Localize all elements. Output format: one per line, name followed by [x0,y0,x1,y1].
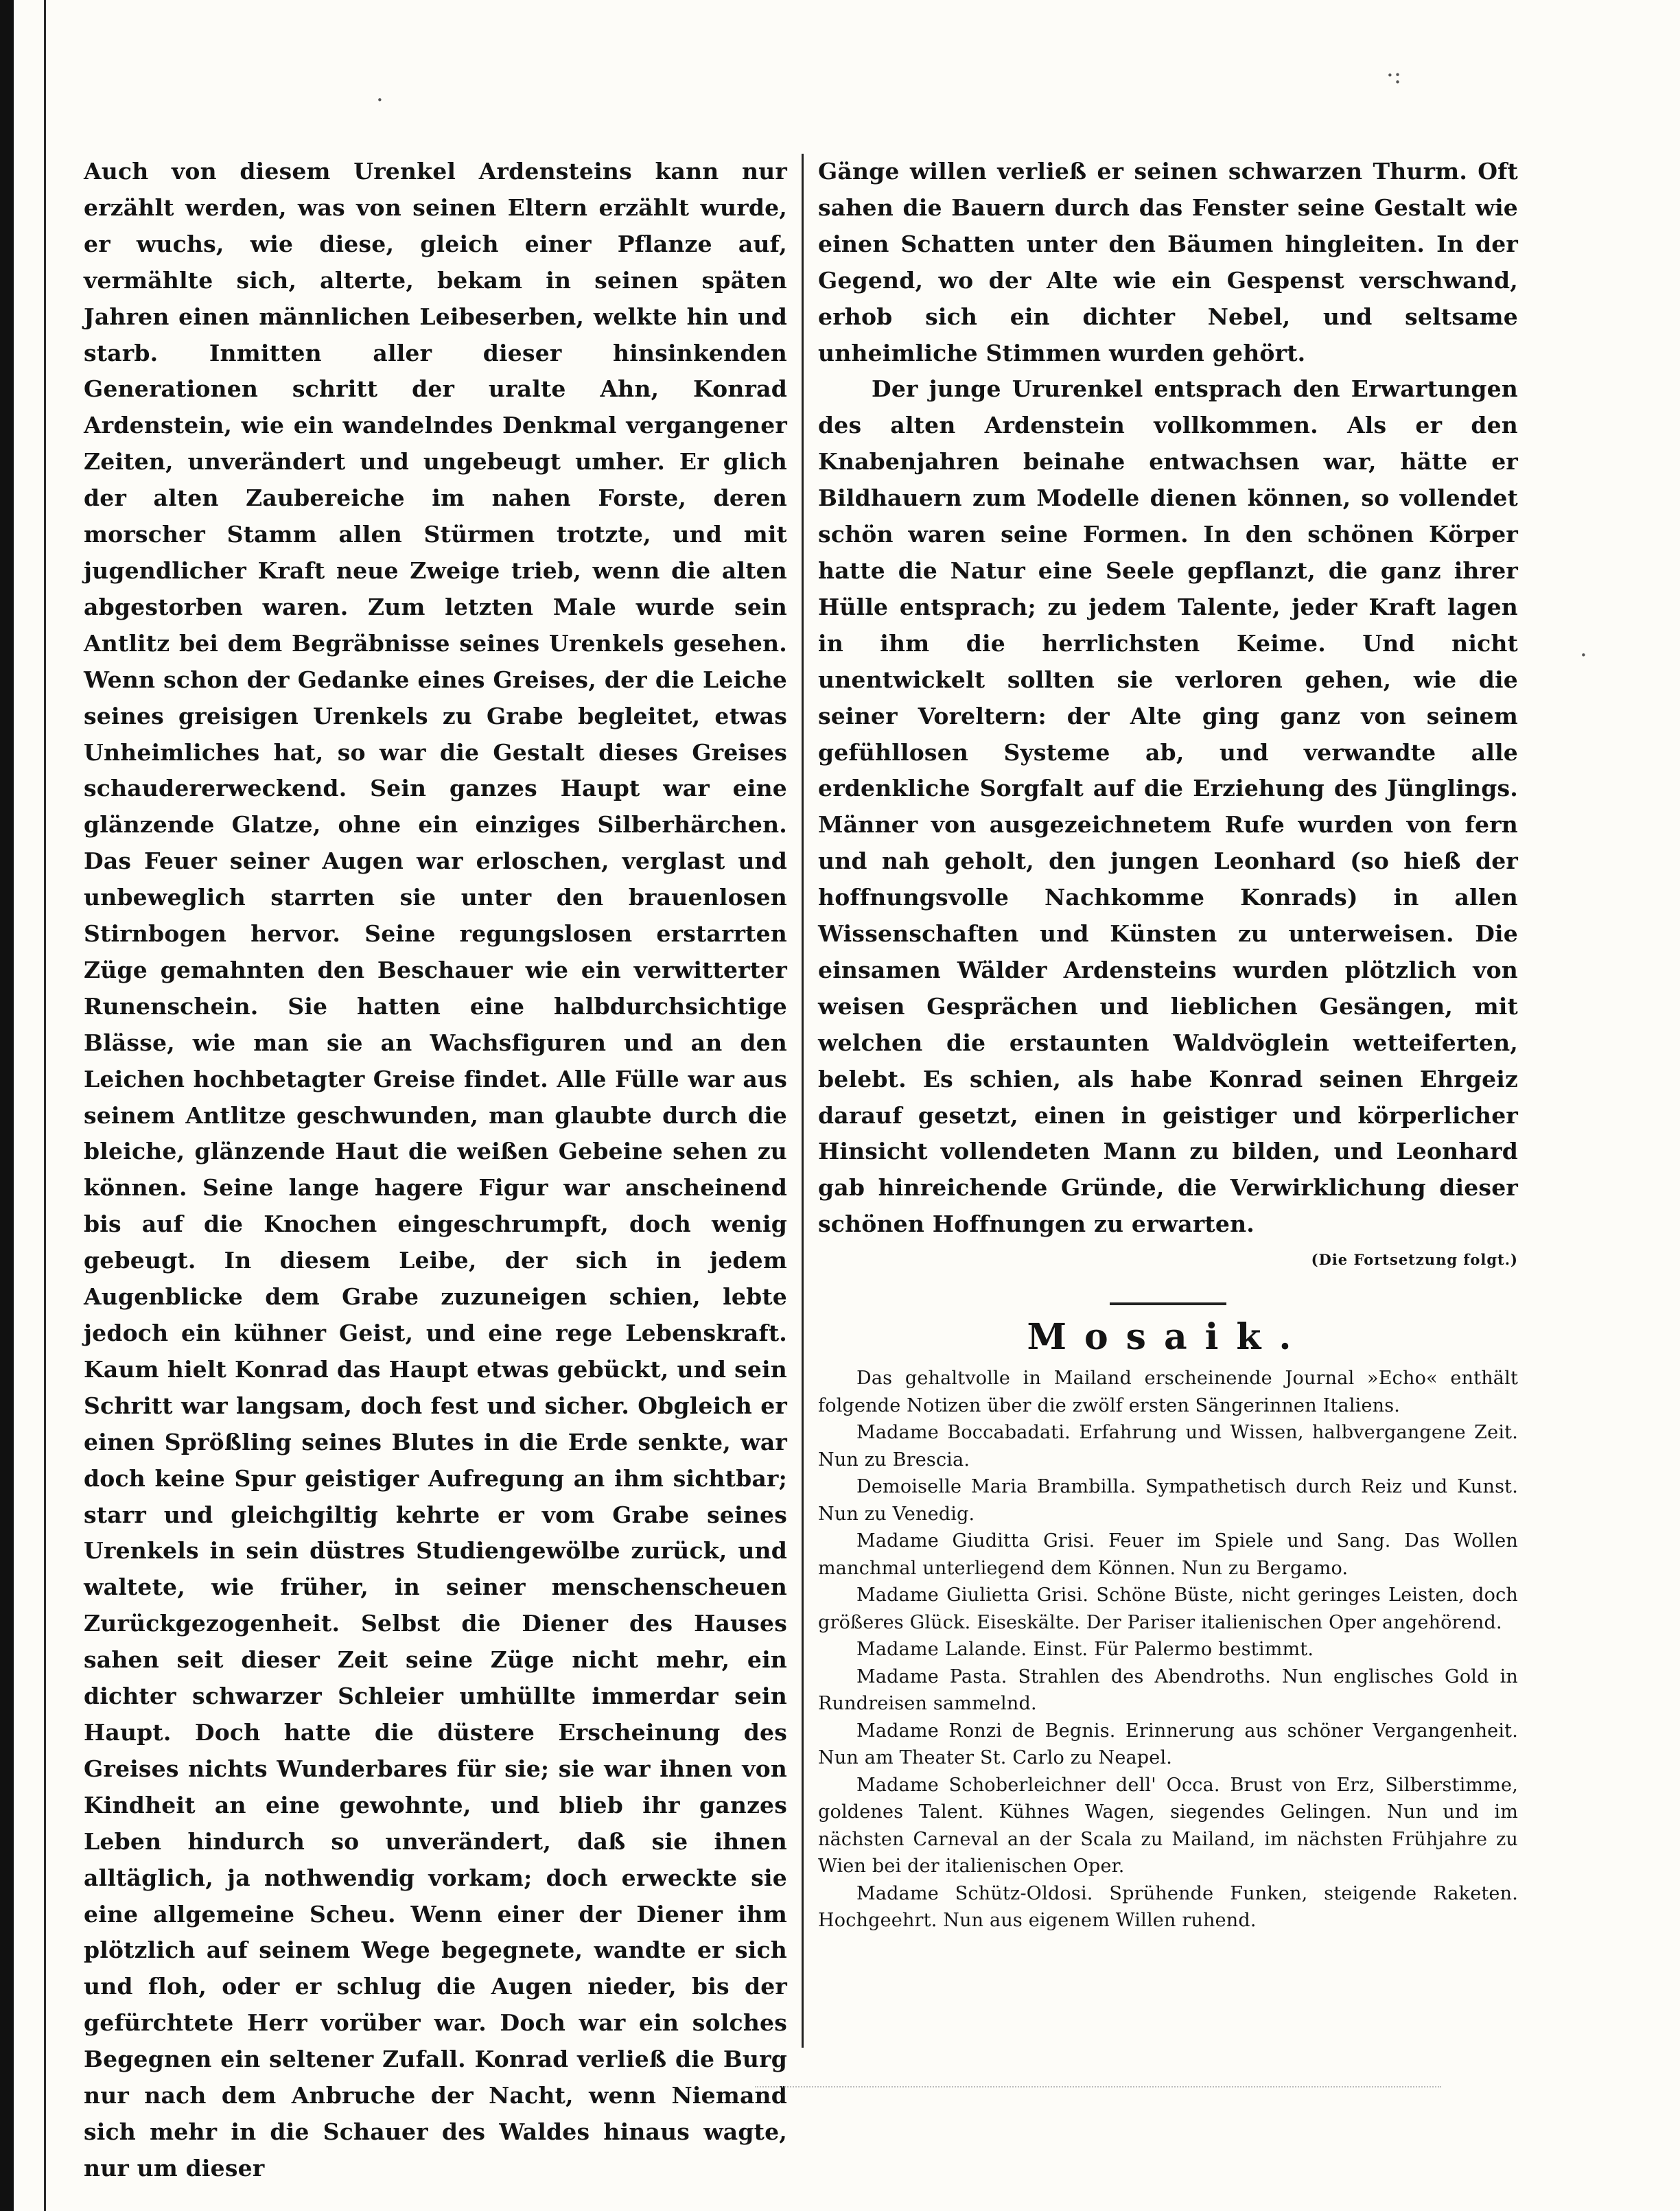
mosaik-item: Demoiselle Maria Brambilla. Sympathetisch durch Reiz und Kunst. Nun zu Venedig. [818,1476,1518,1525]
article-paragraph-left: Auch von diesem Urenkel Ardensteins kann nur erzählt werden, was von seinen Eltern erzählt wurde, er wuchs, wie diese, gleich einer Pflanze auf, vermählte sich, alterte, bekam in seinen späten Jahren einen männlichen Leibeserben, welkte hin und starb. Inmitten aller dieser hinsinkenden Generationen schritt der uralte Ahn, Konrad Ardenstein, wie ein wandelndes Denkmal vergangener Zeiten, unverändert und ungebeugt umher. Er glich der alten Zaubereiche im nahen Forste, deren morscher Stamm allen Stürmen trotzte, und mit jugendlicher Kraft neue Zweige trieb, wenn die alten abgestorben waren. Zum letzten Male wurde sein Antlitz bei dem Begräbnisse seines Urenkels gesehen. Wenn schon der Gedanke eines Greises, der die Leiche seines greisigen Urenkels zu Grabe begleitet, etwas Unheimliches hat, so war die Gestalt dieses Greises schaudererweckend. Sein ganzes Haupt war eine glänzende Glatze, ohne ein einziges Silberhärchen. Das Feuer seiner Augen war erloschen, verglast und unbeweglich starrten sie unter den brauenlosen Stirnbogen hervor. Seine regungslosen erstarrten Züge gemahnten den Beschauer wie ein verwitterter Runenschein. Sie hatten eine halbdurchsichtige Blässe, wie man sie an Wachsfiguren und an den Leichen hochbetagter Greise findet. Alle Fülle war aus seinem Antlitze geschwunden, man glaubte durch die bleiche, glänzende Haut die weißen Gebeine sehen zu können. Seine lange hagere Figur war anscheinend bis auf die Knochen eingeschrumpft, doch wenig gebeugt. In diesem Leibe, der sich in jedem Augenblicke dem Grabe zuzuneigen schien, lebte jedoch ein kühner Geist, und eine rege Lebenskraft. Kaum hielt Konrad das Haupt etwas gebückt, und sein Schritt war langsam, doch fest und sicher. Obgleich er einen Sprößling seines Blutes in die Erde senkte, war doch keine Spur geistiger Aufregung an ihm sichtbar; starr und gleichgiltig kehrte er vom Grabe seines Urenkels in sein düstres Studiengewölbe zurück, und waltete, wie früher, in seiner menschenscheuen Zurückgezogenheit. Selbst die Diener des Hauses sahen seit dieser Zeit seine Züge nicht mehr, ein dichter schwarzer Schleier umhüllte immerdar sein Haupt. Doch hatte die düstere Erscheinung des Greises nichts Wunderbares für sie; sie war ihnen von Kindheit an eine gewohnte, und blieb ihr ganzes Leben hindurch so unverändert, daß sie ihnen alltäglich, ja nothwendig vorkam; doch erweckte sie eine allgemeine Scheu. Wenn einer der Diener ihm plötzlich auf seinem Wege begegnete, wandte er sich und floh, oder er schlug die Augen nieder, bis der gefürchtete Herr vorüber war. Doch war ein solches Begegnen ein seltener Zufall. Konrad verließ die Burg nur nach dem Anbruche der Nacht, wenn Niemand sich mehr in die Schauer des Waldes hinaus wagte, nur um dieser [84,158,787,2181]
section-rule [1110,1302,1226,1305]
mosaik-item: Madame Giulietta Grisi. Schöne Büste, nicht geringes Leisten, doch größeres Glück. Eiseskälte. Der Pariser italienischen Oper angehörend. [818,1584,1518,1633]
right-column [818,154,1518,1934]
ink-speck: · [1580,642,1587,669]
mosaik-intro: Das gehaltvolle in Mailand erscheinende Journal »Echo« enthält folgende Notizen über die zwölf ersten Sängerinnen Italiens. [818,1368,1518,1416]
page-edge-binding [0,0,14,2211]
article-paragraph-right-1: Gänge willen verließ er seinen schwarzen Thurm. Oft sahen die Bauern durch das Fenster seine Gestalt wie einen Schatten unter den Bäumen hingleiten. In der Gegend, wo der Alte wie ein Gespenst verschwand, erhob sich ein dichter Nebel, und seltsame unheimliche Stimmen wurden gehört. [818,158,1518,366]
mosaik-item: Madame Schoberleichner dell' Occa. Brust von Erz, Silberstimme, goldenes Talent. Kühnes Wagen, siegendes Gelingen. Nun und im nächsten Carneval an der Scala zu Mailand, im nächsten Frühjahre zu Wien bei der italienischen Oper. [818,1774,1518,1877]
mosaik-item: Madame Schütz-Oldosi. Sprühende Funken, steigende Raketen. Hochgeehrt. Nun aus eigenem Willen ruhend. [818,1882,1518,1932]
bottom-margin-specks [755,2086,1441,2090]
article-paragraph-right-2: Der junge Ururenkel entsprach den Erwartungen des alten Ardenstein vollkommen. Als er den Knabenjahren beinahe entwachsen war, hätte er Bildhauern zum Modelle dienen können, so vollendet schön waren seine Formen. In den schönen Körper hatte die Natur eine Seele gepflanzt, die ganz ihrer Hülle entsprach; zu jedem Talente, jeder Kraft lagen in ihm die herrlichsten Keime. Und nicht unentwickelt sollten sie verloren gehen, wie die seiner Voreltern: der Alte ging ganz von seinem gefühllosen Systeme ab, und verwandte alle erdenkliche Sorgfalt auf die Erziehung des Jünglings. Männer von ausgezeichnetem Rufe wurden von fern und nah geholt, den jungen Leonhard (so hieß der hoffnungsvolle Nachkomme Konrads) in allen Wissenschaften und Künsten zu unterweisen. Die einsamen Wälder Ardensteins wurden plötzlich von weisen Gesprächen und lieblichen Gesängen, mit welchen die erstaunten Waldvöglein wetteiferten, belebt. Es schien, als habe Konrad seinen Ehrgeiz darauf gesetzt, einen in geistiger und körperlicher Hinsicht vollendeten Mann zu bilden, und Leonhard gab hinreichende Gründe, die Verwirklichung dieser schönen Hoffnungen zu erwarten. [818,375,1518,1238]
ink-speck: ·: [1386,62,1402,89]
mosaik-item: Madame Boccabadati. Erfahrung und Wissen, halbvergangene Zeit. Nun zu Brescia. [818,1422,1518,1471]
mosaik-item: Madame Giuditta Grisi. Feuer im Spiele und Sang. Das Wollen manchmal unterliegend dem Können. Nun zu Bergamo. [818,1530,1518,1579]
page-edge-line [44,0,46,2211]
continuation-note: (Die Fortsetzung folgt.) [1311,1251,1518,1269]
ink-speck: · [376,86,384,114]
mosaik-item: Madame Ronzi de Begnis. Erinnerung aus schöner Vergangenheit. Nun am Theater St. Carlo zu Neapel. [818,1720,1518,1769]
column-divider [802,154,804,2048]
mosaik-item: Madame Pasta. Strahlen des Abendroths. Nun englisches Gold in Rundreisen sammelnd. [818,1665,1518,1715]
mosaik-heading: Mosaik. [1027,1316,1309,1359]
left-column [84,154,787,2187]
mosaik-item: Madame Lalande. Einst. Für Palermo bestimmt. [856,1639,1314,1661]
